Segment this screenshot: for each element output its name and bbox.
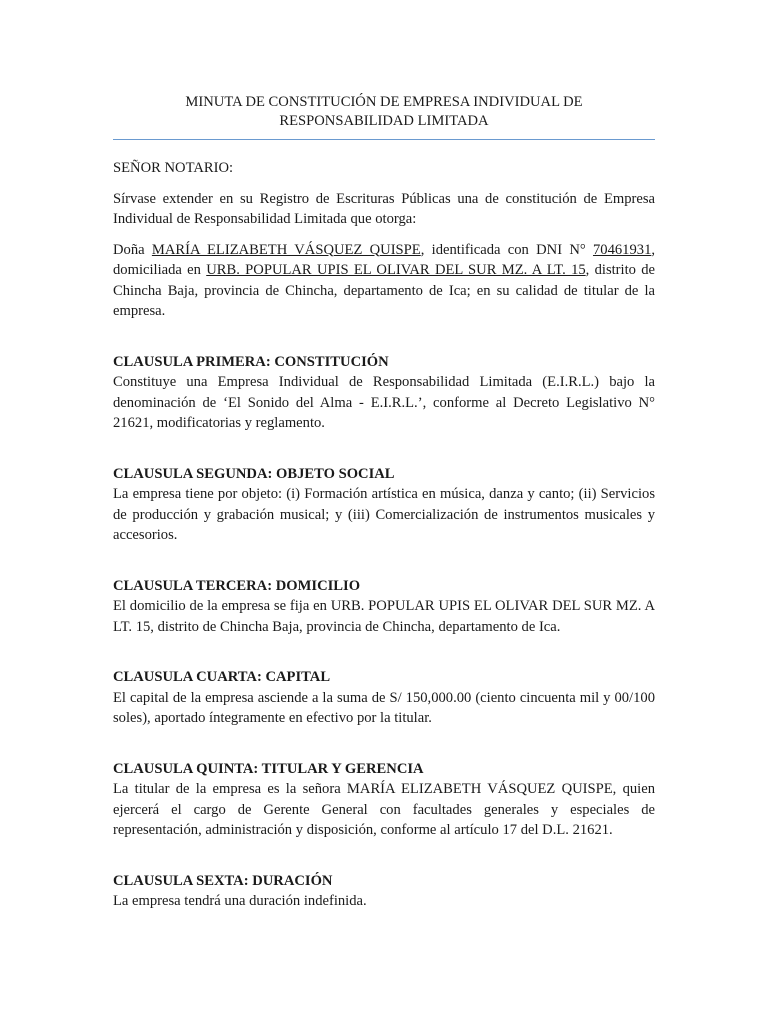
party-prefix: Doña xyxy=(113,241,152,258)
clause-sexta xyxy=(113,871,655,912)
clause-segunda xyxy=(113,464,655,546)
salutation: SEÑOR NOTARIO: xyxy=(113,160,234,176)
party-suffix: , distrito de Chincha Baja, provincia de Chincha, departamento de Ica; en su calidad de titular de la empresa. xyxy=(113,262,656,319)
clause-quinta xyxy=(113,759,655,841)
document-title xyxy=(113,93,655,140)
clause-title: CLAUSULA PRIMERA: CONSTITUCIÓN xyxy=(113,353,389,370)
clause-tercera xyxy=(113,576,655,638)
clause-body: La titular de la empresa es la señora MARÍA ELIZABETH VÁSQUEZ QUISPE, quien ejercerá el cargo de Gerente General con facultades generales y especiales de representación, administración y disposición, conforme al artículo 17 del D.L. 21621. xyxy=(113,781,655,838)
clause-body: Constituye una Empresa Individual de Responsabilidad Limitada (E.I.R.L.) bajo la denominación de ‘El Sonido del Alma - E.I.R.L.’, conforme al Decreto Legislativo N° 21621, modificatorias y reglamento. xyxy=(113,374,655,431)
intro-paragraph: Sírvase extender en su Registro de Escrituras Públicas una de constitución de Empresa Individual de Responsabilidad Limitada que otorga: xyxy=(113,190,655,227)
document-page xyxy=(113,93,655,912)
clause-title: CLAUSULA SEGUNDA: OBJETO SOCIAL xyxy=(113,465,395,482)
clause-title: CLAUSULA CUARTA: CAPITAL xyxy=(113,669,331,685)
clause-body: El domicilio de la empresa se fija en URB. POPULAR UPIS EL OLIVAR DEL SUR MZ. A LT. 15, distrito de Chincha Baja, provincia de Chincha, departamento de Ica. xyxy=(113,598,655,635)
party-domicile-text: , domiciliada en xyxy=(113,241,656,278)
document-title-line-2: RESPONSABILIDAD LIMITADA xyxy=(279,113,489,129)
party-address: URB. POPULAR UPIS EL OLIVAR DEL SUR MZ. A LT. 15 xyxy=(206,262,586,278)
party-paragraph xyxy=(113,240,655,322)
clause-title: CLAUSULA QUINTA: TITULAR Y GERENCIA xyxy=(113,760,424,777)
clause-body: La empresa tendrá una duración indefinida. xyxy=(113,893,367,909)
party-dni: 70461931 xyxy=(592,241,652,258)
party-dni-text: , identificada con DNI N° xyxy=(420,241,593,258)
clause-body: La empresa tiene por objeto: (i) Formación artística en música, danza y canto; (ii) Servicios de producción y grabación musical; y (iii) Comercialización de instrumentos musicales y accesorios. xyxy=(113,486,655,543)
clause-cuarta xyxy=(113,667,655,729)
clause-title: CLAUSULA SEXTA: DURACIÓN xyxy=(113,872,333,889)
clause-primera xyxy=(113,352,655,434)
clause-title: CLAUSULA TERCERA: DOMICILIO xyxy=(113,577,361,594)
party-name: MARÍA ELIZABETH VÁSQUEZ QUISPE xyxy=(151,241,421,258)
clause-body: El capital de la empresa asciende a la suma de S/ 150,000.00 (ciento cincuenta mil y 00/100 soles), aportado íntegramente en efectivo por la titular. xyxy=(113,689,655,726)
document-title-line-1: MINUTA DE CONSTITUCIÓN DE EMPRESA INDIVIDUAL DE xyxy=(185,94,583,110)
